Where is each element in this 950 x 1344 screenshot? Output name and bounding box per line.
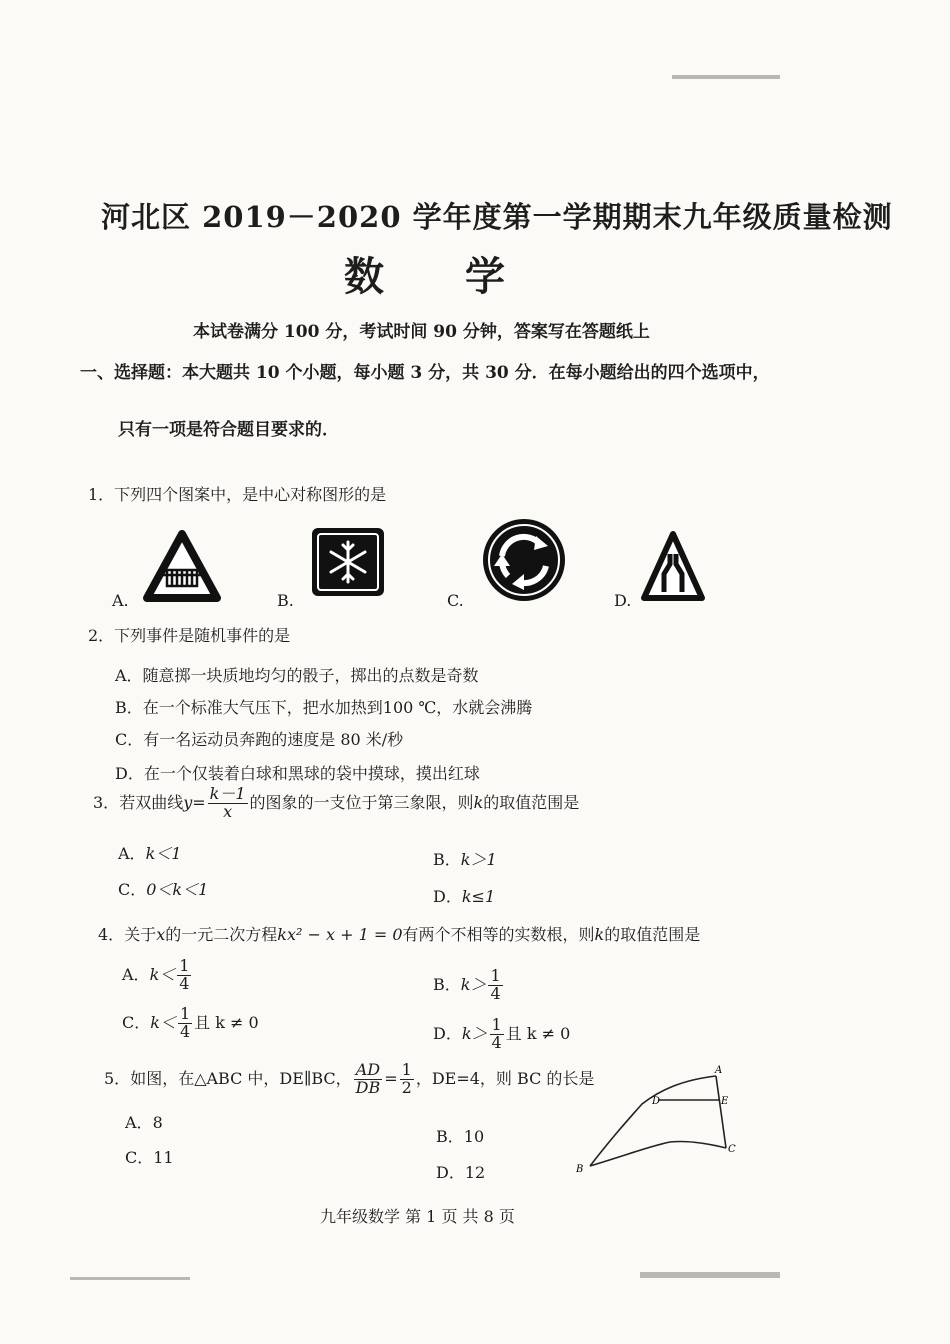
figure-label-e: E (721, 1096, 729, 1107)
option-label: C． (118, 880, 147, 899)
exam-note: 本试卷满分 100 分，考试时间 90 分钟，答案写在答题纸上 (193, 322, 650, 342)
question-2-stem: 2．下列事件是随机事件的是 (88, 626, 291, 645)
section-heading: 一、选择题：本大题共 10 个小题，每小题 3 分，共 30 分．在每小题给出的四个选项中， (80, 363, 770, 383)
frac-den: DB (355, 1077, 381, 1097)
question-4-option-c (122, 1006, 259, 1041)
question-5-option-d (436, 1160, 485, 1183)
option-label: D． (433, 1023, 462, 1043)
frac-num: 1 (401, 1060, 412, 1079)
railway-crossing-warning-sign-icon (143, 530, 221, 602)
figure-label-c: C (728, 1144, 736, 1155)
question-5-fraction-ad-db (354, 1062, 383, 1097)
option-text: 11 (153, 1148, 174, 1167)
frac-num: AD (355, 1060, 381, 1079)
question-4-post: 有两个不相等的实数根，则 (402, 925, 595, 944)
frac-num: 1 (490, 966, 501, 985)
option-text: 8 (152, 1113, 163, 1132)
option-label: B． (433, 974, 461, 994)
frac-num: 1 (491, 1015, 502, 1034)
question-5-option-c (125, 1145, 174, 1168)
question-2-option-a: A．随意掷一块质地均匀的骰子，掷出的点数是奇数 (115, 666, 479, 685)
section-heading-line2: 只有一项是符合题目要求的． (118, 420, 339, 440)
option-label: B． (433, 850, 461, 869)
question-5-fraction-half (400, 1062, 414, 1097)
scan-mark-bottom-right (640, 1272, 780, 1278)
question-5-option-b (436, 1124, 484, 1147)
page-footer: 九年级数学 第 1 页 共 8 页 (320, 1207, 515, 1226)
exam-title: 河北区 2019－2020 学年度第一学期期末九年级质量检测 (101, 200, 893, 234)
question-3-frac-den: x (223, 801, 233, 821)
question-4-equation: kx² − x + 1 = 0 (277, 925, 403, 944)
option-suffix: 且 k ≠ 0 (505, 1023, 571, 1043)
question-3-number: 3． (93, 792, 120, 812)
question-5-option-a (125, 1110, 163, 1133)
question-1-label-c: C. (447, 591, 464, 610)
subject-heading (344, 245, 586, 302)
option-lhs: k＞ (460, 974, 487, 994)
question-3-frac-num: k－1 (209, 784, 246, 803)
option-fraction (177, 958, 191, 993)
option-label: D． (433, 887, 462, 906)
question-3-eq: = (192, 792, 206, 812)
frac-den: 4 (490, 983, 501, 1003)
question-1-label-a: A. (112, 591, 129, 610)
option-label: A． (125, 1113, 153, 1132)
option-label: B． (436, 1127, 464, 1146)
road-narrows-sign-icon (640, 530, 706, 602)
option-fraction (178, 1006, 192, 1041)
option-lhs: k＜ (150, 1012, 176, 1032)
option-text: 10 (463, 1127, 485, 1146)
option-text: k≤1 (461, 887, 496, 906)
frac-num: 1 (179, 1004, 191, 1023)
question-3-option-c (118, 877, 208, 900)
option-suffix: 且 k ≠ 0 (194, 1012, 259, 1032)
frac-den: 2 (401, 1077, 412, 1097)
triangle-figure (570, 1062, 750, 1180)
subject-char-2: 学 (465, 253, 508, 300)
option-lhs: k＜ (149, 964, 176, 984)
scan-mark-top-right (672, 75, 780, 79)
question-5-post: ，DE=4，则 BC 的长是 (415, 1068, 595, 1088)
frac-den: 4 (491, 1032, 502, 1052)
option-fraction (490, 1017, 504, 1052)
question-5-number: 5． (104, 1068, 131, 1088)
question-1-label-b: B. (277, 591, 294, 610)
roundabout-sign-icon (480, 516, 568, 604)
question-2-option-b: B．在一个标准大气压下，把水加热到100 ℃，水就会沸腾 (115, 698, 533, 717)
question-4-mid: 的一元二次方程 (165, 925, 278, 944)
question-3-k: k (473, 792, 484, 812)
snowflake-sign-icon (310, 526, 386, 598)
question-5-pre: 如图，在△ABC 中，DE∥BC， (130, 1068, 352, 1088)
option-lhs: k＞ (461, 1023, 488, 1043)
figure-label-a: A (715, 1065, 723, 1076)
option-label: A． (122, 964, 150, 984)
question-3-fraction (208, 786, 248, 821)
question-4-x: x (156, 925, 166, 944)
question-4-pre: 关于 (124, 925, 157, 944)
frac-num: 1 (179, 956, 190, 975)
option-fraction (488, 968, 502, 1003)
option-label: D． (436, 1163, 465, 1182)
scan-mark-bottom-left (70, 1277, 190, 1280)
question-3-tail: 的取值范围是 (483, 792, 580, 812)
figure-label-d: D (652, 1096, 661, 1107)
option-label: C． (125, 1148, 154, 1167)
question-3-option-a (118, 841, 181, 864)
question-4-number: 4． (98, 925, 125, 944)
option-text: k＞1 (460, 850, 497, 869)
option-text: k＜1 (145, 844, 182, 863)
question-3-option-d (433, 884, 495, 907)
question-3-pre: 若双曲线 (119, 792, 184, 812)
question-3-post: 的图象的一支位于第三象限，则 (249, 792, 474, 812)
question-1-label-d: D. (614, 591, 632, 610)
question-2-option-c: C．有一名运动员奔跑的速度是 80 米/秒 (115, 730, 404, 749)
option-text: 0＜k＜1 (146, 880, 209, 899)
figure-label-b: B (576, 1164, 584, 1175)
question-5-eq: = (384, 1068, 398, 1088)
question-4-option-a (122, 958, 193, 993)
question-3-y: y (183, 792, 193, 812)
question-5-stem (104, 1062, 594, 1097)
subject-char-1: 数 (344, 253, 387, 300)
question-4-stem (98, 922, 700, 945)
option-text: 12 (464, 1163, 486, 1182)
question-4-tail: 的取值范围是 (604, 925, 701, 944)
frac-den: 4 (179, 973, 190, 993)
question-3-stem (93, 786, 579, 821)
question-4-option-b (433, 968, 505, 1003)
option-label: C． (122, 1012, 151, 1032)
question-1-stem: 1．下列四个图案中，是中心对称图形的是 (88, 485, 387, 504)
question-4-option-d (433, 1017, 570, 1052)
question-2-option-d: D．在一个仅装着白球和黑球的袋中摸球，摸出红球 (115, 764, 480, 783)
question-4-k: k (594, 925, 605, 944)
frac-den: 4 (179, 1021, 191, 1041)
option-label: A． (118, 844, 146, 863)
question-3-option-b (433, 847, 497, 870)
